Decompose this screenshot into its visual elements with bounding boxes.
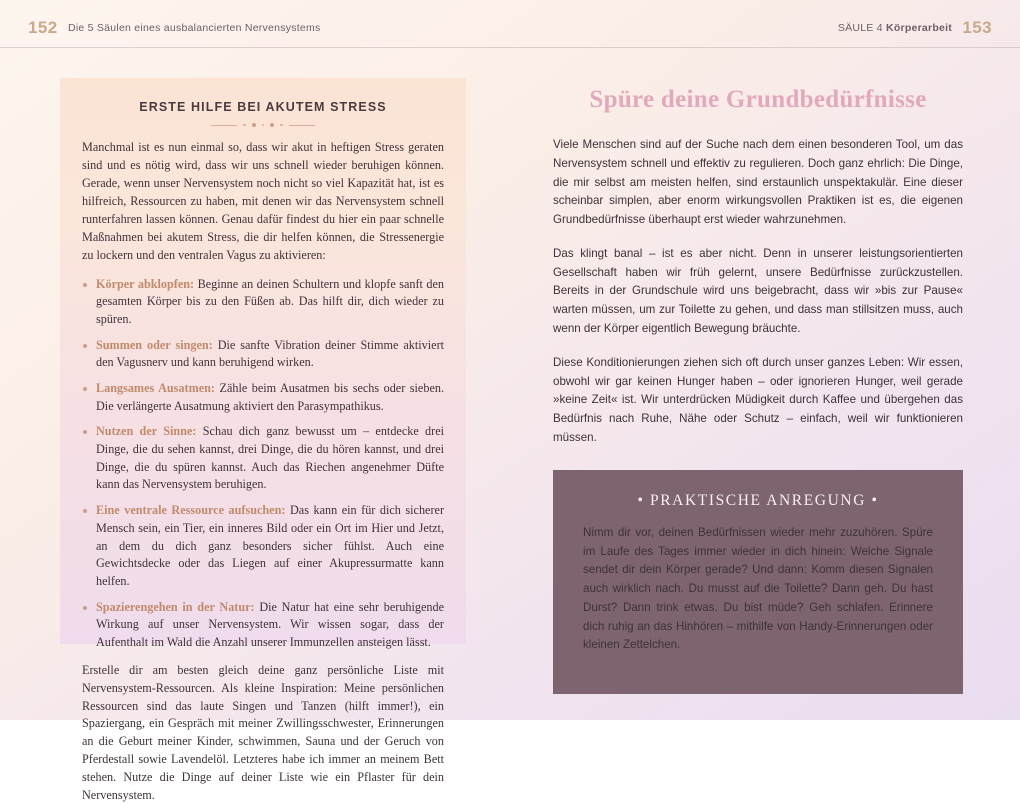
running-head-section-name: Körperarbeit: [885, 22, 952, 34]
list-item-lead: Eine ventrale Ressource aufsuchen:: [96, 503, 286, 518]
first-aid-intro-paragraph: Manchmal ist es nun einmal so, dass wir akut in heftigen Stress geraten sind und es nötig wird, dass wir uns schnell wieder beruhigen können. Gerade, wenn unser Nervensystem noch nicht so viel Kapazität hat, ist es hilfreich, Ressourcen zu haben, mit denen wir das Nervensystem schnell runterfahren lassen können. Genau dafür findest du hier ein paar schnelle Maßnahmen bei akutem Stress, die dir helfen können, die Stressenergie zu lockern und den ventralen Vagus zu aktivieren:: [82, 140, 444, 262]
right-column: [553, 78, 963, 694]
list-item: [82, 337, 444, 372]
divider-dot: [262, 124, 265, 127]
first-aid-box: [60, 78, 466, 803]
list-item-lead: Summen oder singen:: [96, 337, 213, 352]
page-title: Spüre deine Grundbedürfnisse: [589, 86, 927, 113]
body-paragraph-3: Diese Konditionierungen ziehen sich oft durch unser ganzes Leben: Wir essen, obwohl wir gar keinen Hunger haben – oder ignorieren Hunger, weil gerade »keine Zeit« ist. Wir unterdrücken Müdigkeit durch Kaffee und übergehen das Bedürfnis nach Ruhe, Nähe oder Schutz – einfach, weil wir funktionieren müssen.: [553, 355, 963, 444]
list-item-lead: Langsames Ausatmen:: [96, 381, 215, 395]
first-aid-outro-paragraph: Erstelle dir am besten gleich deine ganz persönliche Liste mit Nervensystem-Ressourcen. Als kleine Inspiration: Meine persönlichen Ressourcen sind das laute Singen und Tanzen (hilft immer!), ein Spaziergang, ein Gespräch mit meiner Zwillingsschwester, Erinnerungen an die Geburt meiner Kinder, schwimmen, Sauna und der Geruch von Pferdestall sowie Lavendelöl. Letzteres habe ich immer an meinem Bett stehen. Nutze die Dinge auf deiner Liste wie ein Pflaster für dein Nervensystem.: [82, 662, 444, 803]
divider-dot: [270, 123, 274, 127]
running-head-left: Die 5 Säulen eines ausbalancierten Nervensystems: [68, 22, 321, 34]
body-paragraph-1: Viele Menschen sind auf der Suche nach dem einen besonderen Tool, um das Nervensystem schnell und effektiv zu regulieren. Doch ganz ehrlich: Die Dinge, die mir selbst am meisten helfen, sind erstaunlich unspektakulär. Eine dieser scheinbar simplen, aber enorm wirkungsvollen Praktiken ist es, die eigenen Grundbedürfnisse überhaupt erst wieder wahrzunehmen.: [553, 138, 963, 227]
list-item: [82, 599, 444, 652]
divider-line-left: [211, 125, 237, 126]
divider-dot: [280, 124, 283, 127]
list-item-text: Die Natur hat eine sehr beruhigende Wirkung auf unser Nervensystem. Wir wissen sogar, dass der Aufenthalt im Wald die Anzahl unserer Immunzellen ansteigen lässt.: [96, 599, 444, 649]
running-head-right: [838, 22, 952, 34]
list-item-lead: Körper abklopfen:: [96, 276, 195, 291]
list-item: [82, 380, 444, 415]
folio-left: 152: [28, 18, 58, 37]
list-item: [82, 502, 444, 590]
list-item-text: Schau dich ganz bewusst um – entdecke drei Dinge, die du sehen kannst, drei Dinge, die du hören kannst, und drei Dinge, die du spüren kannst. Auch das Riechen angenehmer Düfte kann das Nervensystem beruhigen.: [96, 424, 444, 492]
practical-suggestion-callout: [553, 470, 963, 694]
first-aid-box-title: ERSTE HILFE BEI AKUTEM STRESS: [139, 100, 387, 114]
header-divider: [0, 47, 1020, 48]
callout-body: Nimm dir vor, deinen Bedürfnissen wieder mehr zuzuhören. Spüre im Laufe des Tages immer wieder in dich hinein: Welche Signale sendet dir dein Körper gerade? Und dann: Komm diesen Signalen auch wirklich nach. Du musst auf die Toilette? Dann geh. Du hast Durst? Dann trink etwas. Du bist müde? Geh schlafen. Erinnere dich ruhig an das Hinhören – mithilfe von Handy-Erinnerungen oder kleinen Zettelchen.: [583, 525, 933, 652]
list-item-text: Die sanfte Vibration deiner Stimme aktiviert den Vagusnerv und kann beruhigend wirken.: [96, 337, 445, 370]
list-item-text: Das kann ein für dich sicherer Mensch sein, ein Tier, ein inneres Bild oder ein Ort im Hier und Jetzt, an dem du dich ganz besonders sicher fühlst. Auch eine Gewichtsdecke oder das Liegen auf einer Akupressurmatte kann helfen.: [96, 503, 444, 588]
divider-dot: [252, 123, 256, 127]
page-header: [0, 0, 1020, 48]
divider-dot: [243, 124, 246, 127]
list-item: [82, 423, 444, 494]
list-item-text: Zähle beim Ausatmen bis sechs oder sieben. Die verlängerte Ausatmung aktiviert den Parasympathikus.: [96, 381, 444, 413]
body-paragraph-2: Das klingt banal – ist es aber nicht. Denn in unserer leistungsorientierten Gesellschaft haben wir früh gelernt, unsere Bedürfnisse zurückzustellen. Bereits in der Grundschule wird uns beigebracht, dass wir »bis zur Pause« warten müssen, um zur Toilette zu gehen, und dass man stillsitzen muss, auch wenn der Körper eigentlich Bewegung bräuchte.: [553, 246, 963, 336]
list-item: [82, 276, 444, 329]
running-head-section-label: SÄULE 4: [837, 22, 883, 34]
callout-title: • PRAKTISCHE ANREGUNG •: [637, 491, 879, 509]
folio-right: 153: [962, 18, 992, 37]
decorative-dot-divider: [82, 123, 444, 127]
divider-line-right: [289, 125, 315, 126]
list-item-lead: Spazierengehen in der Natur:: [96, 599, 255, 614]
list-item-text: Beginne an deinen Schultern und klopfe sanft den gesamten Körper bis zu den Füßen ab. Das hilft dir, dich wieder zu spüren.: [96, 276, 444, 326]
list-item-lead: Nutzen der Sinne:: [96, 424, 197, 439]
first-aid-bullet-list: [82, 276, 444, 652]
